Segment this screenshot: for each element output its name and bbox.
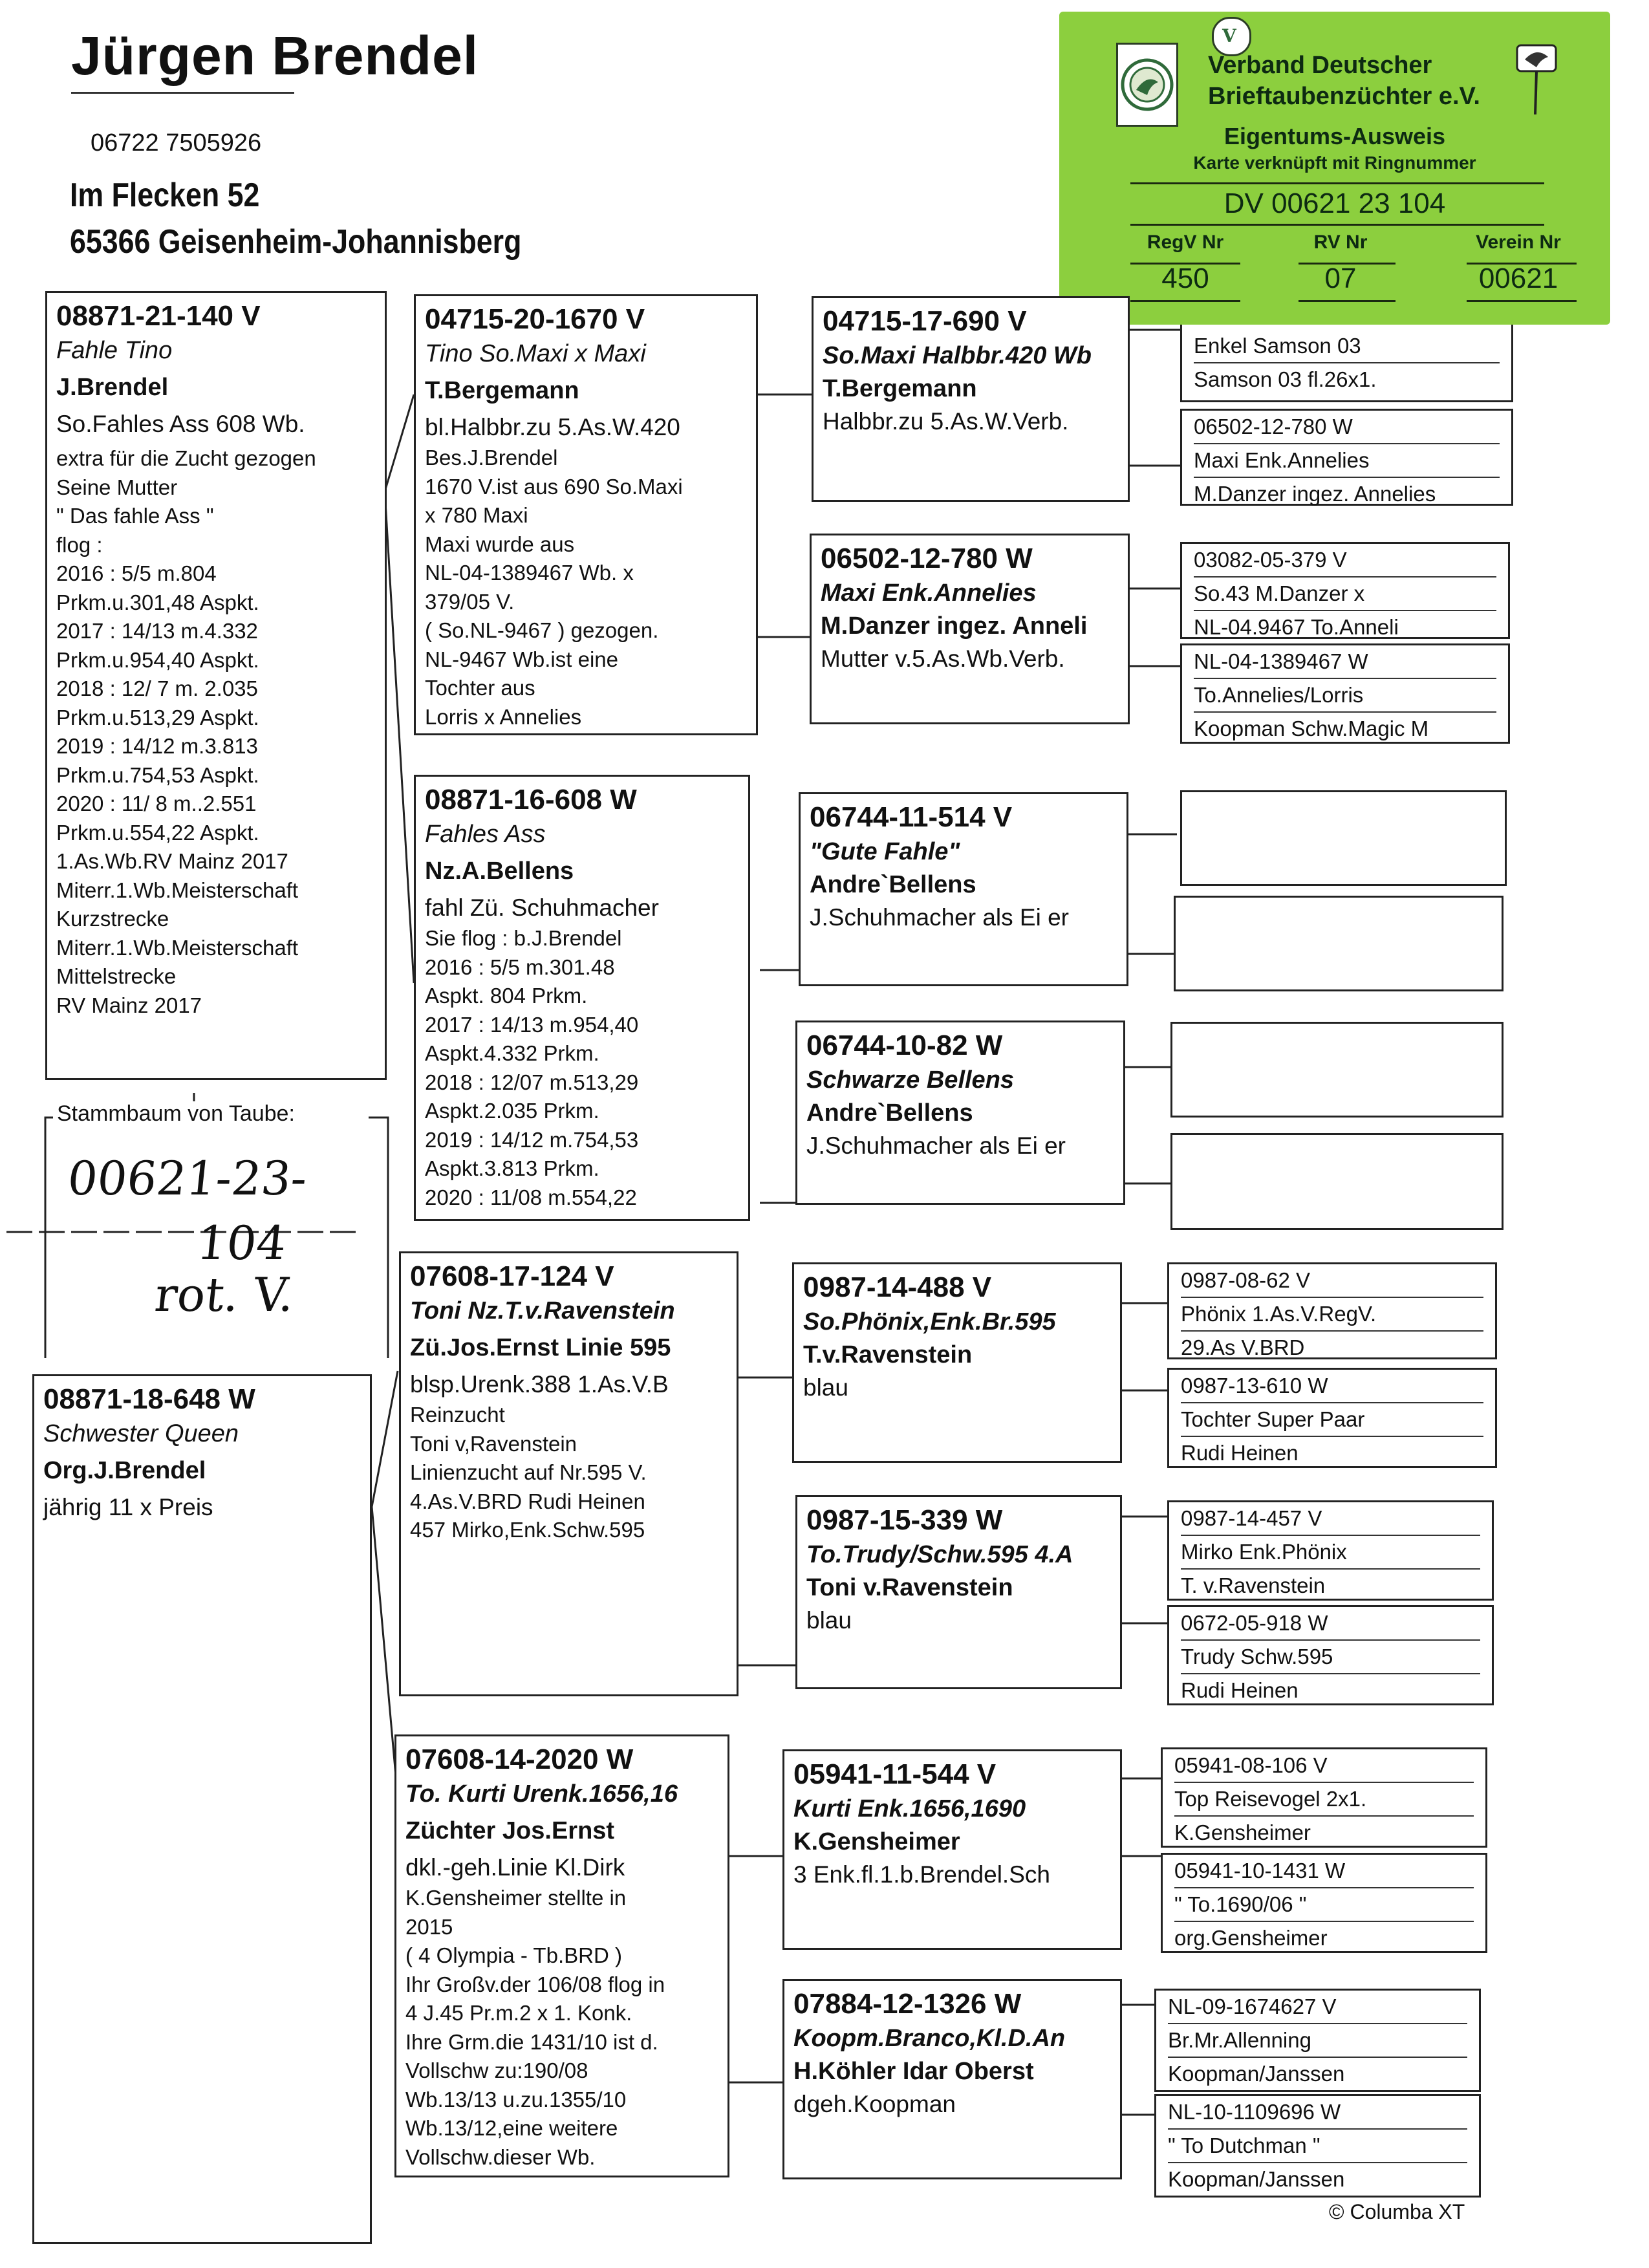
g4-line: " To.1690/06 " <box>1174 1888 1474 1922</box>
g4-line: Mirko Enk.Phönix <box>1181 1536 1480 1570</box>
note-line: 4 J.45 Pr.m.2 x 1. Konk. <box>405 2001 632 2025</box>
note-line: Tochter aus <box>425 676 535 700</box>
sister-dam-desc: dkl.-geh.Linie Kl.Dirk <box>405 1854 625 1881</box>
note-line: 2020 : 11/ 8 m..2.551 <box>56 792 257 815</box>
note-line: Wb.13/12,eine weitere <box>405 2116 618 2140</box>
g4-box-2 <box>1180 409 1513 506</box>
note-line: 379/05 V. <box>425 589 515 614</box>
g3-name: To.Trudy/Schw.595 4.A <box>806 1541 1073 1568</box>
note-line: 1670 V.ist aus 690 So.Maxi <box>425 474 683 499</box>
note-line: Prkm.u.301,48 Aspkt. <box>56 590 259 614</box>
note-line: Aspkt. 804 Prkm. <box>425 984 588 1008</box>
g4-line: NL-04.9467 To.Anneli <box>1194 615 1399 639</box>
g4-line: Top Reisevogel 2x1. <box>1174 1783 1474 1817</box>
g4-line: " To Dutchman " <box>1168 2130 1467 2163</box>
g3-desc: Mutter v.5.As.Wb.Verb. <box>821 645 1065 672</box>
g3-desc: J.Schuhmacher als Ei er <box>810 904 1070 931</box>
g3-name: Kurti Enk.1656,1690 <box>793 1795 1026 1822</box>
g4-line: Rudi Heinen <box>1181 1678 1299 1702</box>
g4-line: Phönix 1.As.V.RegV. <box>1181 1298 1483 1332</box>
note-line: 2018 : 12/07 m.513,29 <box>425 1070 639 1094</box>
note-line: Aspkt.2.035 Prkm. <box>425 1099 599 1123</box>
card-col3-label: Verein Nr <box>1476 232 1561 253</box>
note-line: 2017 : 14/13 m.4.332 <box>56 619 258 643</box>
card-col1-label: RegV Nr <box>1147 232 1224 253</box>
subject-pigeon-box <box>45 291 387 1080</box>
g4-box-7 <box>1170 1022 1503 1118</box>
note-line: Miterr.1.Wb.Meisterschaft <box>56 878 299 902</box>
card-col2-label: RV Nr <box>1313 232 1368 253</box>
g4-line: 0672-05-918 W <box>1181 1607 1480 1641</box>
g3-ring: 0987-15-339 W <box>806 1504 1003 1536</box>
g3-box-3 <box>799 792 1128 986</box>
g4-line: NL-09-1674627 V <box>1168 1991 1467 2024</box>
svg-text:V: V <box>1222 25 1236 47</box>
note-line: Vollschw zu:190/08 <box>405 2058 588 2082</box>
sister-sire-ring: 07608-17-124 V <box>410 1260 614 1292</box>
note-line: Prkm.u.554,22 Aspkt. <box>56 820 259 845</box>
g4-line: Samson 03 fl.26x1. <box>1194 362 1500 396</box>
dam-ring: 08871-16-608 W <box>425 784 637 815</box>
sister-desc: jährig 11 x Preis <box>43 1494 213 1520</box>
g4-box-9 <box>1167 1262 1497 1359</box>
g4-line: So.43 M.Danzer x <box>1194 578 1496 611</box>
breeder-street: Im Flecken 52 <box>70 177 260 214</box>
sire-name: Tino So.Maxi x Maxi <box>425 340 646 367</box>
g4-line: Tochter Super Paar <box>1181 1403 1483 1437</box>
handwritten-ring-1: 00621-23- <box>65 1151 310 1205</box>
g3-desc: blau <box>806 1607 852 1634</box>
g3-breeder: K.Gensheimer <box>793 1828 960 1855</box>
note-line: Sie flog : b.J.Brendel <box>425 926 622 950</box>
g4-line: 0987-08-62 V <box>1181 1264 1483 1298</box>
note-line: Bes.J.Brendel <box>425 446 558 470</box>
g4-line: Maxi Enk.Annelies <box>1194 444 1500 478</box>
note-line: Seine Mutter <box>56 475 178 499</box>
g3-desc: dgeh.Koopman <box>793 2091 956 2117</box>
g3-name: Maxi Enk.Annelies <box>821 579 1037 607</box>
g4-line: NL-04-1389467 W <box>1194 645 1496 679</box>
dam-name: Fahles Ass <box>425 821 546 848</box>
sister-sire-pigeon-box <box>399 1251 738 1696</box>
g3-breeder: Andre`Bellens <box>810 871 976 898</box>
dam-breeder: Nz.A.Bellens <box>425 858 574 885</box>
note-line: 2019 : 14/12 m.3.813 <box>56 734 258 758</box>
breeder-city: 65366 Geisenheim-Johannisberg <box>70 223 522 261</box>
title-underline <box>71 92 294 94</box>
sister-dam-notes <box>405 1884 718 2172</box>
note-line: Miterr.1.Wb.Meisterschaft <box>56 935 299 960</box>
g4-line: 03082-05-379 V <box>1194 544 1496 578</box>
g3-breeder: T.Bergemann <box>823 375 977 402</box>
handwritten-ring-3: rot. V. <box>152 1268 297 1322</box>
vdb-logo-icon <box>1116 43 1178 127</box>
pedigree-caption: Stammbaum von Taube: <box>53 1101 299 1127</box>
g3-ring: 06744-10-82 W <box>806 1030 1003 1061</box>
g4-line: M.Danzer ingez. Annelies <box>1194 482 1436 506</box>
g4-line: org.Gensheimer <box>1174 1926 1328 1950</box>
g3-ring: 0987-14-488 V <box>803 1271 992 1303</box>
sister-sire-breeder: Zü.Jos.Ernst Linie 595 <box>410 1334 671 1361</box>
g4-line: NL-10-1109696 W <box>1168 2096 1467 2130</box>
g4-line: T. v.Ravenstein <box>1181 1573 1326 1597</box>
g3-breeder: T.v.Ravenstein <box>803 1341 973 1368</box>
g4-line: Enkel Samson 03 <box>1194 334 1361 358</box>
note-line: 4.As.V.BRD Rudi Heinen <box>410 1489 645 1513</box>
g3-ring: 06502-12-780 W <box>821 543 1033 574</box>
note-line: NL-9467 Wb.ist eine <box>425 647 618 671</box>
card-title: Eigentums-Ausweis <box>1223 123 1446 149</box>
g3-breeder: Toni v.Ravenstein <box>806 1574 1013 1601</box>
g4-line: Trudy Schw.595 <box>1181 1641 1480 1674</box>
card-subtitle: Karte verknüpft mit Ringnummer <box>1193 153 1476 173</box>
g3-box-2 <box>810 534 1130 724</box>
g4-box-14 <box>1161 1853 1487 1953</box>
g4-line: 05941-08-106 V <box>1174 1749 1474 1783</box>
g4-box-16 <box>1154 2094 1481 2198</box>
note-line: ( So.NL-9467 ) gezogen. <box>425 618 659 642</box>
g3-breeder: H.Köhler Idar Oberst <box>793 2058 1034 2085</box>
sire-breeder: T.Bergemann <box>425 377 579 404</box>
g3-desc: 3 Enk.fl.1.b.Brendel.Sch <box>793 1861 1050 1888</box>
connector-line <box>385 491 414 983</box>
g4-line: K.Gensheimer <box>1174 1820 1311 1844</box>
g3-ring: 06744-11-514 V <box>810 801 1013 833</box>
g4-line: Koopman/Janssen <box>1168 2062 1345 2086</box>
note-line: Toni v,Ravenstein <box>410 1431 577 1456</box>
g4-line: Koopman/Janssen <box>1168 2167 1345 2191</box>
handwritten-ring-2: 104 <box>194 1216 289 1270</box>
sister-dam-pigeon-box <box>394 1734 729 2177</box>
sister-ring: 08871-18-648 W <box>43 1383 255 1415</box>
g4-box-5 <box>1180 790 1507 886</box>
note-line: Prkm.u.513,29 Aspkt. <box>56 705 259 729</box>
note-line: Aspkt.4.332 Prkm. <box>425 1041 599 1065</box>
card-col2-value: 07 <box>1324 263 1357 294</box>
card-ring-number: DV 00621 23 104 <box>1223 188 1446 219</box>
note-line: Ihr Großv.der 106/08 flog in <box>405 1972 665 1996</box>
breeder-name: Jürgen Brendel <box>71 25 479 86</box>
ownership-card <box>1059 12 1610 325</box>
note-line: ( 4 Olympia - Tb.BRD ) <box>405 1943 622 1967</box>
sister-dam-breeder: Züchter Jos.Ernst <box>405 1817 615 1844</box>
connector-line <box>385 394 414 491</box>
note-line: Linienzucht auf Nr.595 V. <box>410 1460 647 1484</box>
sire-desc: bl.Halbbr.zu 5.As.W.420 <box>425 414 680 440</box>
g4-line: To.Annelies/Lorris <box>1194 679 1496 713</box>
dam-pigeon-box <box>414 775 750 1221</box>
note-line: 2016 : 5/5 m.301.48 <box>425 955 615 979</box>
note-line: Kurzstrecke <box>56 907 169 931</box>
note-line: Reinzucht <box>410 1403 505 1427</box>
note-line: Ihre Grm.die 1431/10 ist d. <box>405 2029 658 2054</box>
sister-breeder: Org.J.Brendel <box>43 1457 206 1484</box>
sister-name: Schwester Queen <box>43 1420 239 1447</box>
g4-box-12 <box>1167 1605 1494 1705</box>
note-line: Vollschw.dieser Wb. <box>405 2144 596 2169</box>
note-line: 2016 : 5/5 m.804 <box>56 561 217 585</box>
connector-line <box>372 1371 398 1507</box>
note-line: Aspkt.3.813 Prkm. <box>425 1156 599 1180</box>
g3-box-5 <box>792 1262 1122 1463</box>
note-line: 2017 : 14/13 m.954,40 <box>425 1012 639 1037</box>
sister-pigeon-box <box>32 1374 372 2244</box>
sister-dam-name: To. Kurti Urenk.1656,16 <box>405 1780 678 1808</box>
g4-line: 0987-14-457 V <box>1181 1502 1480 1536</box>
dam-desc: fahl Zü. Schuhmacher <box>425 894 659 921</box>
note-line: 2015 <box>405 1914 453 1939</box>
g4-box-1 <box>1180 325 1513 402</box>
g3-name: "Gute Fahle" <box>810 838 960 865</box>
g4-box-4 <box>1180 643 1510 744</box>
note-line: RV Mainz 2017 <box>56 993 202 1017</box>
note-line: 1.As.Wb.RV Mainz 2017 <box>56 849 288 873</box>
note-line: 2018 : 12/ 7 m. 2.035 <box>56 676 258 700</box>
card-org-line1: Verband Deutscher <box>1208 52 1432 79</box>
g3-box-8 <box>782 1979 1122 2179</box>
note-line: flog : <box>56 532 103 557</box>
g3-name: Koopm.Branco,Kl.D.An <box>793 2025 1066 2052</box>
note-line: K.Gensheimer stellte in <box>405 1886 627 1910</box>
g3-ring: 07884-12-1326 W <box>793 1988 1022 2020</box>
note-line: Wb.13/13 u.zu.1355/10 <box>405 2087 627 2111</box>
note-line: Lorris x Annelies <box>425 704 582 729</box>
footer-copyright: © Columba XT <box>1329 2200 1465 2223</box>
dam-notes <box>425 924 739 1212</box>
g3-ring: 05941-11-544 V <box>793 1758 997 1790</box>
g3-name: So.Maxi Halbbr.420 Wb <box>823 342 1092 369</box>
g4-line: 0987-13-610 W <box>1181 1370 1483 1403</box>
subject-ring: 08871-21-140 V <box>56 300 261 332</box>
subject-breeder: J.Brendel <box>56 374 169 401</box>
g3-ring: 04715-17-690 V <box>823 305 1027 337</box>
card-col1-value: 450 <box>1161 263 1209 294</box>
subject-name: Fahle Tino <box>56 337 173 364</box>
subject-desc: So.Fahles Ass 608 Wb. <box>56 411 305 437</box>
g3-breeder: M.Danzer ingez. Anneli <box>821 612 1088 640</box>
g4-line: 06502-12-780 W <box>1194 411 1500 444</box>
sire-pigeon-box <box>414 294 758 735</box>
sister-sire-name: Toni Nz.T.v.Ravenstein <box>410 1297 675 1324</box>
pin-icon <box>1512 40 1561 92</box>
note-line: 2020 : 11/08 m.554,22 <box>425 1185 637 1209</box>
subject-notes <box>56 444 376 1020</box>
g3-desc: J.Schuhmacher als Ei er <box>806 1132 1066 1159</box>
g4-box-10 <box>1167 1368 1497 1468</box>
note-line: NL-04-1389467 Wb. x <box>425 561 634 585</box>
g4-line: Br.Mr.Allenning <box>1168 2024 1467 2058</box>
g4-box-6 <box>1174 896 1503 991</box>
g4-box-8 <box>1170 1133 1503 1230</box>
card-org-line2: Brieftaubenzüchter e.V. <box>1208 83 1480 110</box>
g4-line: 29.As V.BRD <box>1181 1335 1305 1359</box>
note-line: " Das fahle Ass " <box>56 504 214 528</box>
g4-line: Rudi Heinen <box>1181 1441 1299 1465</box>
g4-line: 05941-10-1431 W <box>1174 1855 1474 1888</box>
note-line: 457 Mirko,Enk.Schw.595 <box>410 1518 645 1542</box>
note-line: x 780 Maxi <box>425 503 528 527</box>
g4-box-13 <box>1161 1747 1487 1848</box>
sister-dam-ring: 07608-14-2020 W <box>405 1744 634 1775</box>
g4-box-15 <box>1154 1989 1481 2092</box>
note-line: Maxi wurde aus <box>425 532 575 556</box>
g3-desc: blau <box>803 1374 848 1401</box>
breeder-phone: 06722 7505926 <box>91 129 262 157</box>
sire-ring: 04715-20-1670 V <box>425 303 645 335</box>
sire-notes <box>425 444 747 731</box>
note-line: 2019 : 14/12 m.754,53 <box>425 1127 639 1152</box>
g3-breeder: Andre`Bellens <box>806 1099 973 1127</box>
g3-box-1 <box>812 296 1130 502</box>
note-line: Mittelstrecke <box>56 964 177 988</box>
g3-box-6 <box>795 1495 1122 1689</box>
note-line: extra für die Zucht gezogen <box>56 446 316 470</box>
sister-sire-notes <box>410 1401 727 1545</box>
card-col3-value: 00621 <box>1478 263 1558 294</box>
g4-box-3 <box>1180 542 1510 639</box>
g4-line: Koopman Schw.Magic M <box>1194 717 1429 740</box>
note-line: Prkm.u.954,40 Aspkt. <box>56 647 259 672</box>
g3-name: So.Phönix,Enk.Br.595 <box>803 1308 1056 1335</box>
g3-desc: Halbbr.zu 5.As.W.Verb. <box>823 408 1069 435</box>
sister-sire-desc: blsp.Urenk.388 1.As.V.B <box>410 1371 669 1398</box>
g3-name: Schwarze Bellens <box>806 1066 1015 1094</box>
g3-box-7 <box>782 1749 1122 1950</box>
note-line: Prkm.u.754,53 Aspkt. <box>56 762 259 787</box>
g4-box-11 <box>1167 1500 1494 1601</box>
connector-line <box>372 1507 398 1798</box>
g3-box-4 <box>795 1021 1125 1205</box>
